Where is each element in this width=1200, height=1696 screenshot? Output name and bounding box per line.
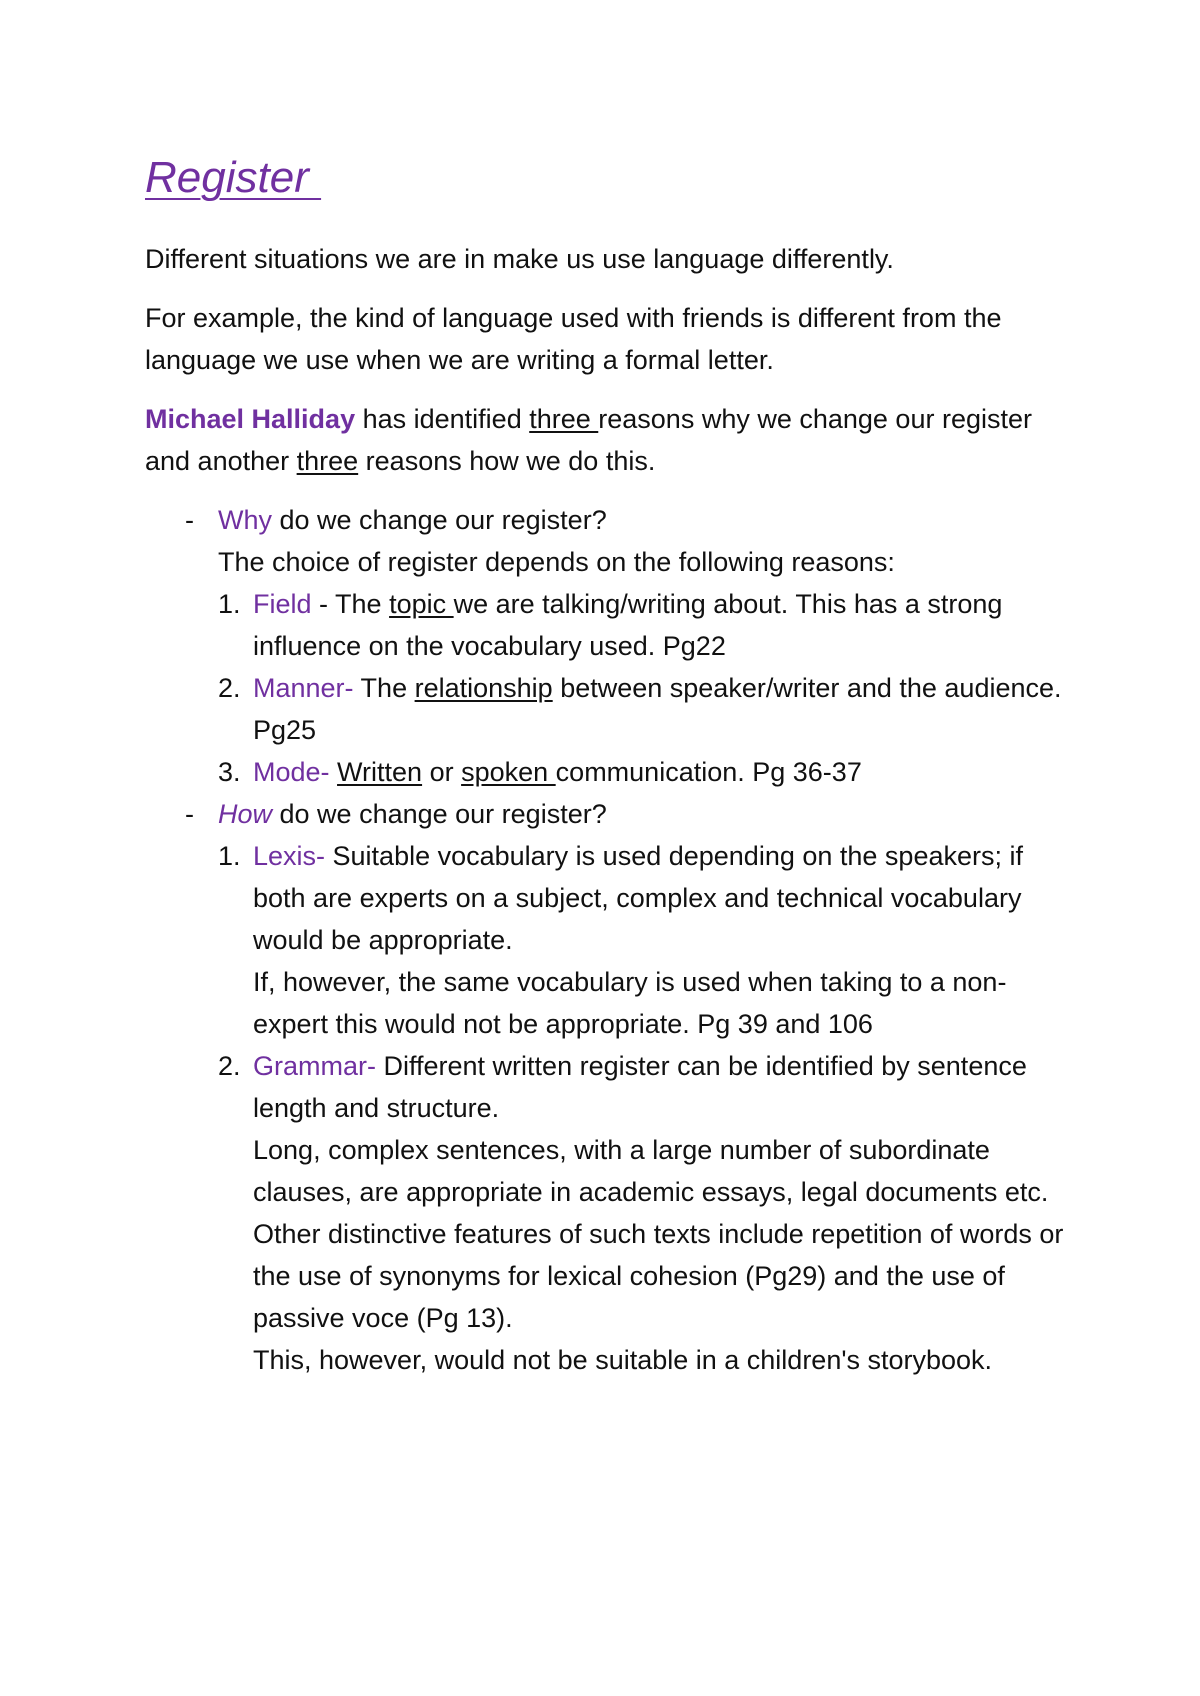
list-item	[218, 1045, 1075, 1381]
why-dash: -	[185, 505, 194, 535]
lexis-text-2: If, however, the same vocabulary is used when taking to a non-expert this would not be appropriate. Pg 39 and 106	[253, 967, 1007, 1039]
mode-underline-2: spoken	[461, 757, 556, 787]
manner-underline: relationship	[414, 673, 553, 703]
why-section	[145, 499, 1075, 793]
list-item	[218, 835, 1075, 1045]
why-keyword: Why	[218, 505, 272, 535]
document-body	[145, 150, 1075, 1381]
lexis-label: Lexis-	[253, 841, 326, 871]
field-text-1: - The	[311, 589, 390, 619]
grammar-text-3: Other distinctive features of such texts include repetition of words or the use of synonyms for lexical cohesion (Pg29) and the use of passive voce (Pg 13).	[253, 1219, 1064, 1333]
halliday-text-2: reasons why we change our register and another	[145, 404, 1032, 476]
halliday-name: Michael Halliday	[145, 404, 356, 434]
mode-text-3: communication. Pg 36-37	[555, 757, 862, 787]
manner-label: Manner-	[253, 673, 354, 703]
list-number: 2.	[218, 673, 241, 703]
example-paragraph: For example, the kind of language used with friends is different from the language we use when we are writing a formal letter.	[145, 303, 1002, 375]
field-underline: topic	[389, 589, 454, 619]
why-question	[218, 499, 1075, 541]
how-question	[218, 793, 1075, 835]
lexis-line	[253, 835, 1075, 961]
how-list	[218, 835, 1075, 1381]
list-item	[218, 667, 1075, 751]
list-number: 1.	[218, 841, 241, 871]
list-number: 2.	[218, 1051, 241, 1081]
grammar-text-4: This, however, would not be suitable in a children's storybook.	[253, 1345, 993, 1375]
list-item	[218, 751, 1075, 793]
why-question-text: do we change our register?	[272, 505, 607, 535]
how-keyword: How	[218, 799, 273, 829]
list-number: 1.	[218, 589, 241, 619]
manner-text-2: between speaker/writer and the audience. Pg25	[253, 673, 1062, 745]
halliday-underline-1: three	[529, 404, 599, 434]
why-list	[218, 583, 1075, 793]
list-item	[218, 583, 1075, 667]
halliday-underline-2: three	[296, 446, 359, 476]
grammar-label: Grammar-	[253, 1051, 376, 1081]
how-section	[145, 793, 1075, 1381]
mode-underline-1: Written	[337, 757, 423, 787]
mode-text-1	[330, 757, 338, 787]
page-title: Register	[145, 153, 322, 202]
mode-label: Mode-	[253, 757, 330, 787]
lexis-text: Suitable vocabulary is used depending on the speakers; if both are experts on a subject, complex and technical vocabulary would be appropriate.	[253, 841, 1023, 955]
grammar-text: Different written register can be identified by sentence length and structure.	[253, 1051, 1027, 1123]
halliday-text-3: reasons how we do this.	[358, 446, 656, 476]
grammar-text-2: Long, complex sentences, with a large number of subordinate clauses, are appropriate in academic essays, legal documents etc.	[253, 1135, 1049, 1207]
manner-text-1: The	[353, 673, 415, 703]
how-dash: -	[185, 799, 194, 829]
halliday-text-1: has identified	[355, 404, 530, 434]
how-question-text: do we change our register?	[272, 799, 607, 829]
halliday-paragraph	[145, 398, 1075, 482]
field-text-2: we are talking/writing about. This has a strong influence on the vocabulary used. Pg22	[253, 589, 1003, 661]
field-label: Field	[253, 589, 312, 619]
intro-paragraph: Different situations we are in make us use language differently.	[145, 244, 894, 274]
why-lead: The choice of register depends on the following reasons:	[218, 547, 895, 577]
mode-text-2: or	[422, 757, 462, 787]
grammar-line	[253, 1045, 1075, 1129]
list-number: 3.	[218, 757, 241, 787]
